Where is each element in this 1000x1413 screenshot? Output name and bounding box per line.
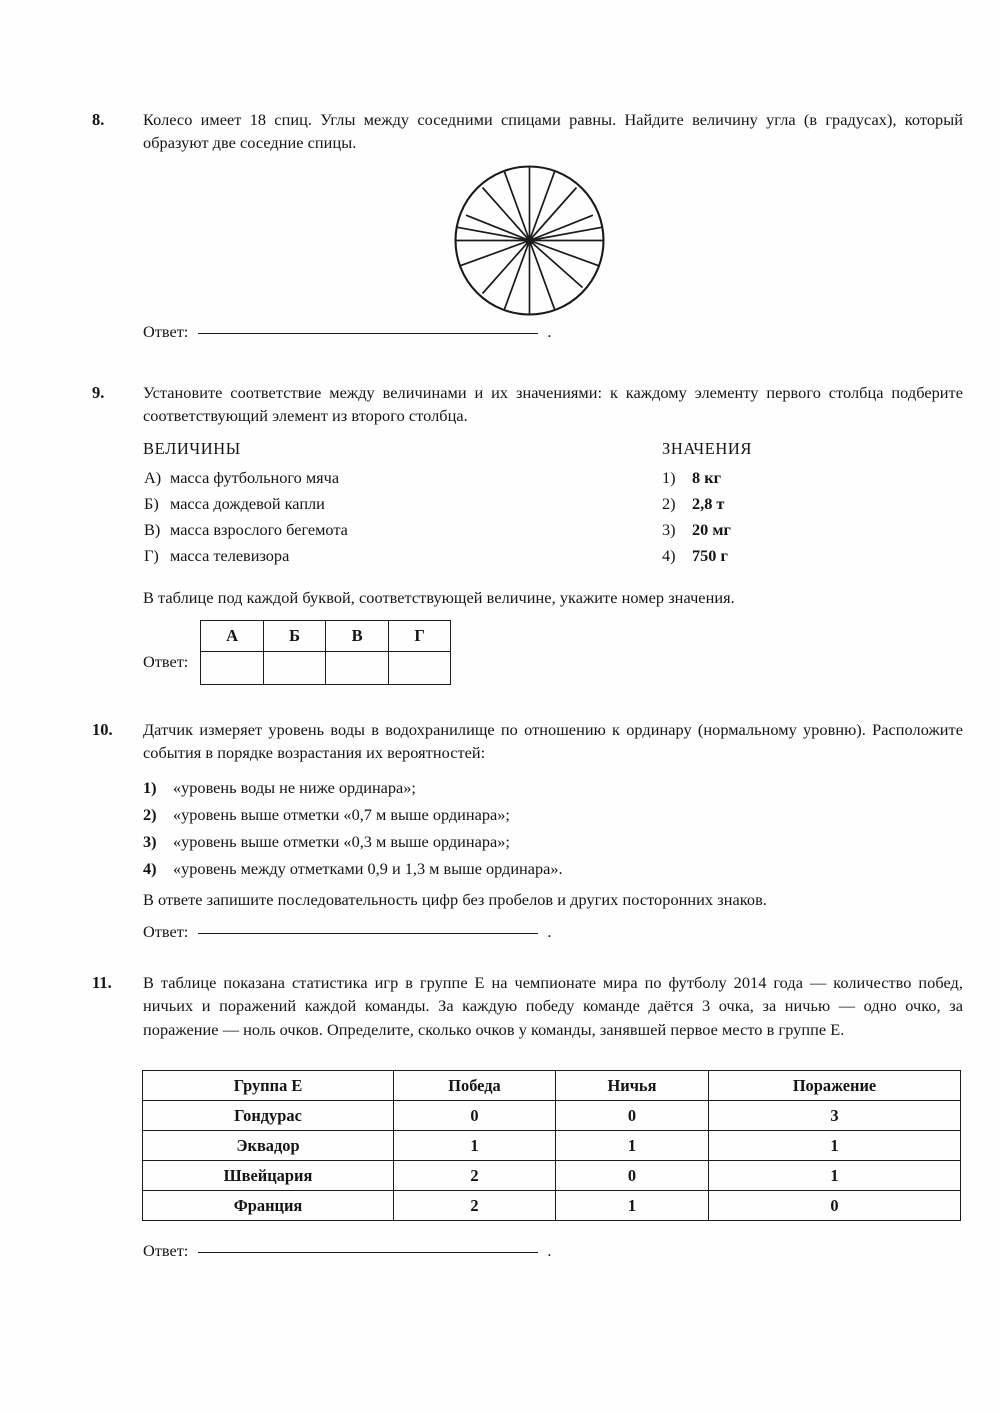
- task-8-number: 8.: [92, 110, 105, 129]
- quantity-marker: Г): [144, 546, 159, 565]
- list-item: [144, 522, 348, 548]
- quantity-label: масса телевизора: [170, 546, 290, 565]
- answer-grid-cell-g[interactable]: [388, 652, 451, 685]
- task-9-number: 9.: [92, 383, 105, 402]
- answer-grid-header-a: А: [201, 621, 264, 652]
- stats-cell-draws: 1: [556, 1131, 709, 1161]
- value-marker: 2): [662, 494, 676, 513]
- task-11-body: [143, 971, 963, 1041]
- list-item: [662, 496, 731, 522]
- list-item: [144, 470, 348, 496]
- task-10-body: [143, 718, 963, 765]
- list-item: [662, 548, 731, 574]
- stats-cell-wins: 2: [394, 1191, 556, 1221]
- stats-cell-team: Эквадор: [143, 1131, 394, 1161]
- table-header-row: [143, 1071, 961, 1101]
- stats-cell-losses: 1: [709, 1161, 961, 1191]
- stats-cell-team: Гондурас: [143, 1101, 394, 1131]
- task-9-instruction: В таблице под каждой буквой, соответствующей величине, укажите номер значения.: [143, 588, 735, 607]
- task-8-body: [143, 108, 963, 155]
- list-item: [143, 834, 563, 861]
- stats-header-group: Группа E: [143, 1071, 394, 1101]
- task-8-text: Колесо имеет 18 спиц. Углы между соседними спицами равны. Найдите величину угла (в градусах), который образуют две соседние спицы.: [143, 110, 963, 153]
- option-label: «уровень между отметками 0,9 и 1,3 м выше ординара».: [173, 859, 563, 878]
- option-marker: 2): [143, 805, 157, 824]
- stats-header-draws: Ничья: [556, 1071, 709, 1101]
- value-label: 8 кг: [692, 468, 721, 487]
- task-10-text: Датчик измеряет уровень воды в водохранилище по отношению к ординару (нормальному уровню). Расположите события в порядке возрастания их вероятностей:: [143, 720, 963, 763]
- option-marker: 4): [143, 859, 157, 878]
- quantity-label: масса взрослого бегемота: [170, 520, 348, 539]
- task-8-answer-period: .: [547, 322, 552, 341]
- answer-grid-cell-a[interactable]: [201, 652, 264, 685]
- table-row: [143, 1131, 961, 1161]
- stats-cell-wins: 0: [394, 1101, 556, 1131]
- quantities-header: ВЕЛИЧИНЫ: [143, 439, 241, 458]
- list-item: [144, 496, 348, 522]
- task-11-number: 11.: [92, 973, 112, 992]
- task-11-answer-input[interactable]: [198, 1252, 538, 1253]
- quantity-label: масса футбольного мяча: [170, 468, 340, 487]
- answer-grid-header-b: Б: [263, 621, 326, 652]
- task-8-answer-row: [143, 322, 551, 342]
- task-11-answer-label: Ответ:: [143, 1241, 189, 1260]
- task-10-instruction: В ответе запишите последовательность цифр без пробелов и других посторонних знаков.: [143, 890, 767, 909]
- task-10-answer-input[interactable]: [198, 933, 538, 934]
- stats-cell-losses: 0: [709, 1191, 961, 1221]
- stats-header-wins: Победа: [394, 1071, 556, 1101]
- stats-cell-draws: 1: [556, 1191, 709, 1221]
- list-item: [662, 522, 731, 548]
- group-e-statistics-table: [142, 1070, 960, 1221]
- task-10-answer-row: [143, 922, 551, 942]
- list-item: [143, 861, 563, 888]
- option-marker: 1): [143, 778, 157, 797]
- task-8-answer-input[interactable]: [198, 333, 538, 334]
- quantity-marker: В): [144, 520, 161, 539]
- option-label: «уровень выше отметки «0,7 м выше ординара»;: [173, 805, 510, 824]
- task-9-answer-label: Ответ:: [143, 651, 189, 671]
- stats-cell-wins: 2: [394, 1161, 556, 1191]
- task-9-answer-block: [143, 620, 451, 685]
- quantity-marker: Б): [144, 494, 159, 513]
- list-item: [143, 780, 563, 807]
- task-10-number: 10.: [92, 720, 113, 739]
- quantity-marker: А): [144, 468, 162, 487]
- value-marker: 3): [662, 520, 676, 539]
- task-8-answer-label: Ответ:: [143, 322, 189, 341]
- wheel-svg: [452, 163, 607, 318]
- answer-grid-header-g: Г: [388, 621, 451, 652]
- stats-table: [142, 1070, 961, 1221]
- stats-cell-wins: 1: [394, 1131, 556, 1161]
- list-item: [144, 548, 348, 574]
- stats-cell-team: Франция: [143, 1191, 394, 1221]
- table-row: [201, 652, 451, 685]
- values-list: [662, 470, 731, 574]
- stats-cell-draws: 0: [556, 1101, 709, 1131]
- value-label: 20 мг: [692, 520, 731, 539]
- value-marker: 4): [662, 546, 676, 565]
- stats-cell-team: Швейцария: [143, 1161, 394, 1191]
- task-9-text: Установите соответствие между величинами и их значениями: к каждому элементу первого столбца подберите соответствующий элемент из второго столбца.: [143, 383, 963, 426]
- wheel-with-spokes-figure: [452, 163, 607, 318]
- table-row: [201, 621, 451, 652]
- table-row: [143, 1101, 961, 1131]
- value-label: 2,8 т: [692, 494, 725, 513]
- option-label: «уровень воды не ниже ординара»;: [173, 778, 416, 797]
- task-10-answer-label: Ответ:: [143, 922, 189, 941]
- task-11-text: В таблице показана статистика игр в группе E на чемпионате мира по футболу 2014 года — количество побед, ничьих и поражений каждой команды. За каждую победу команде даётся 3 очка, за ничью — одно очко, за поражение — ноль очков. Определите, сколько очков у команды, занявшей первое место в группе E.: [143, 973, 963, 1039]
- option-label: «уровень выше отметки «0,3 м выше ординара»;: [173, 832, 510, 851]
- stats-cell-losses: 3: [709, 1101, 961, 1131]
- task-11-answer-period: .: [547, 1241, 552, 1260]
- option-marker: 3): [143, 832, 157, 851]
- task-11-answer-row: [143, 1241, 551, 1261]
- quantities-list: [144, 470, 348, 574]
- stats-header-losses: Поражение: [709, 1071, 961, 1101]
- list-item: [662, 470, 731, 496]
- task-10-options: [143, 780, 563, 888]
- stats-cell-losses: 1: [709, 1131, 961, 1161]
- table-row: [143, 1161, 961, 1191]
- answer-grid: [200, 620, 451, 685]
- value-label: 750 г: [692, 546, 728, 565]
- answer-grid-cell-v[interactable]: [326, 652, 389, 685]
- stats-cell-draws: 0: [556, 1161, 709, 1191]
- task-9-body: [143, 381, 963, 428]
- task-10-answer-period: .: [547, 922, 552, 941]
- values-header: ЗНАЧЕНИЯ: [662, 439, 753, 458]
- wheel-hub: [525, 236, 533, 244]
- table-row: [143, 1191, 961, 1221]
- value-marker: 1): [662, 468, 676, 487]
- answer-grid-header-v: В: [326, 621, 389, 652]
- quantity-label: масса дождевой капли: [170, 494, 325, 513]
- answer-grid-cell-b[interactable]: [263, 652, 326, 685]
- list-item: [143, 807, 563, 834]
